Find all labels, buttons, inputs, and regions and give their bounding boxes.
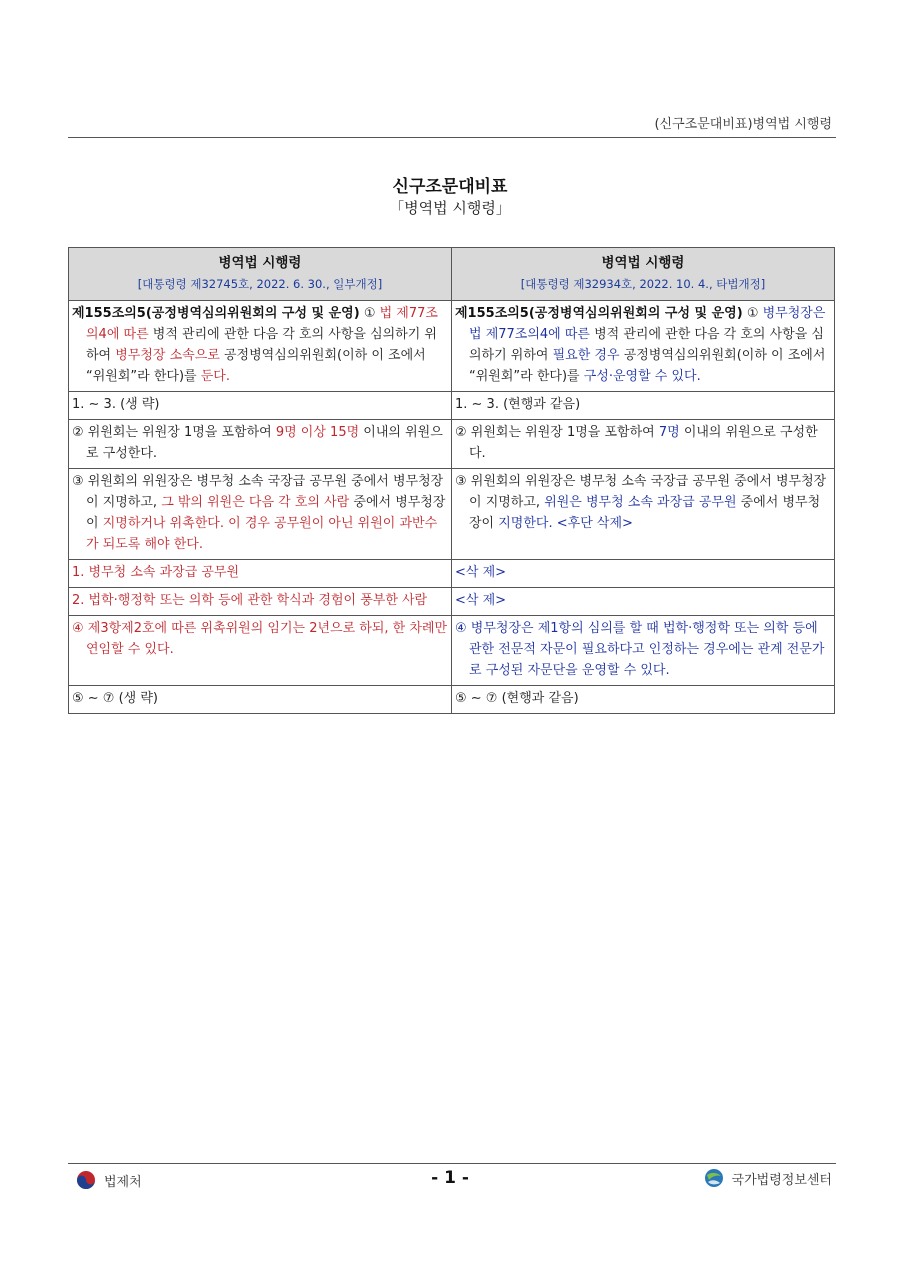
text-segment: ⑤ ∼ ⑦ (현행과 같음) <box>455 691 579 706</box>
left-header-version: [대통령령 제32745호, 2022. 6. 30., 일부개정] <box>137 277 383 291</box>
right-cell-text <box>455 618 831 681</box>
text-segment: 이내의 위원으로 구성한다. <box>469 425 818 461</box>
header-divider <box>68 137 836 138</box>
right-cell-text <box>455 394 831 415</box>
left-cell <box>69 301 452 392</box>
left-cell-text <box>72 688 448 709</box>
left-cell-text <box>72 303 448 387</box>
text-segment: 1. ∼ 3. (생 략) <box>72 397 160 412</box>
text-segment: 공정병역심의위원회(이하 이 조에서 “위원회”라 한다)를 <box>469 348 826 384</box>
text-segment: 필요한 경우 <box>552 348 620 363</box>
table-row <box>69 588 835 616</box>
footer-org-left: 법제처 <box>104 1174 142 1190</box>
left-cell <box>69 392 452 420</box>
text-segment: 둔다. <box>200 369 230 384</box>
text-segment: ④ 제3항제2호에 따른 위촉위원의 임기는 2년으로 하되, 한 차례만 연임할 수 있다. <box>72 621 448 657</box>
text-segment: 병적 관리에 관한 다음 각 호의 사항을 심의하기 위하여 <box>469 327 824 363</box>
right-cell-text <box>455 303 831 387</box>
table-row <box>69 560 835 588</box>
text-segment: 1. 병무청 소속 과장급 공무원 <box>72 565 240 580</box>
left-cell <box>69 588 452 616</box>
left-cell <box>69 560 452 588</box>
text-segment: ② 위원회는 위원장 1명을 포함하여 <box>455 425 659 440</box>
page-number: - 1 - <box>431 1168 469 1188</box>
page-title: 신구조문대비표 <box>392 177 508 197</box>
left-cell <box>69 420 452 469</box>
text-segment: ⑤ ∼ ⑦ (생 략) <box>72 691 158 706</box>
right-cell <box>452 301 835 392</box>
right-cell-text <box>455 562 831 583</box>
table-row <box>69 392 835 420</box>
text-segment: 위원은 병무청 소속 과장급 공무원 <box>544 495 737 510</box>
right-cell-text <box>455 471 831 534</box>
footer-divider <box>68 1163 836 1164</box>
text-segment: 법 제77조의4에 따른 <box>86 306 438 342</box>
text-segment: 2. 법학·행정학 또는 의학 등에 관한 학식과 경험이 풍부한 사람 <box>72 593 428 608</box>
table-row <box>69 686 835 714</box>
left-cell-text <box>72 422 448 464</box>
right-header-title: 병역법 시행령 <box>601 255 685 271</box>
comparison-table <box>68 247 835 714</box>
right-header-version: [대통령령 제32934호, 2022. 10. 4., 타법개정] <box>520 277 766 291</box>
right-cell <box>452 686 835 714</box>
page-subtitle: 「병역법 시행령」 <box>389 199 511 217</box>
left-cell <box>69 616 452 686</box>
text-segment: 병무청장은 법 제77조의4에 따른 <box>469 306 826 342</box>
table-row <box>69 420 835 469</box>
right-cell <box>452 588 835 616</box>
text-segment: 제155조의5(공정병역심의위원회의 구성 및 운영) <box>455 306 743 321</box>
text-segment: 지명한다. <후단 삭제> <box>498 516 633 531</box>
text-segment: 1. ∼ 3. (현행과 같음) <box>455 397 581 412</box>
right-cell <box>452 469 835 560</box>
left-cell-text <box>72 590 448 611</box>
right-cell-text <box>455 688 831 709</box>
text-segment: 공정병역심의위원회(이하 이 조에서 “위원회”라 한다)를 <box>86 348 426 384</box>
document-label: (신구조문대비표)병역법 시행령 <box>654 117 832 132</box>
text-segment: ① <box>359 306 380 321</box>
left-cell <box>69 686 452 714</box>
text-segment: 병적 관리에 관한 다음 각 호의 사항을 심의하기 위하여 <box>86 327 437 363</box>
left-cell-text <box>72 618 448 660</box>
text-segment: ② 위원회는 위원장 1명을 포함하여 <box>72 425 276 440</box>
text-segment: ③ 위원회의 위원장은 병무청 소속 국장급 공무원 중에서 병무청장이 지명하고, <box>72 474 444 510</box>
left-cell-text <box>72 394 448 415</box>
footer-right <box>704 1168 832 1188</box>
text-segment: 중에서 병무청장이 <box>469 495 821 531</box>
text-segment: 지명하거나 위촉한다. 이 경우 공무원이 아닌 위원이 과반수가 되도록 해야 한다. <box>86 516 438 552</box>
right-column-header <box>452 248 835 301</box>
text-segment: 구성·운영할 수 있다. <box>583 369 701 384</box>
text-segment: <삭 제> <box>455 593 507 608</box>
left-header-title: 병역법 시행령 <box>218 255 302 271</box>
table-row <box>69 301 835 392</box>
table-row <box>69 469 835 560</box>
right-cell <box>452 392 835 420</box>
text-segment: 9명 이상 15명 <box>275 425 360 440</box>
text-segment: ④ 병무청장은 제1항의 심의를 할 때 법학·행정학 또는 의학 등에 관한 전문적 자문이 필요하다고 인정하는 경우에는 관계 전문가로 구성된 자문단을 운영할 수 있다. <box>455 621 825 678</box>
text-segment: 중에서 병무청장이 <box>86 495 446 531</box>
text-segment: 제155조의5(공정병역심의위원회의 구성 및 운영) <box>72 306 360 321</box>
text-segment: 7명 <box>658 425 680 440</box>
left-column-header <box>69 248 452 301</box>
text-segment: 이내의 위원으로 구성한다. <box>86 425 443 461</box>
table-row <box>69 616 835 686</box>
left-cell <box>69 469 452 560</box>
globe-logo-icon <box>704 1168 724 1188</box>
right-cell-text <box>455 590 831 611</box>
right-cell <box>452 616 835 686</box>
right-cell <box>452 420 835 469</box>
right-cell <box>452 560 835 588</box>
footer-org-right: 국가법령정보센터 <box>731 1172 832 1188</box>
text-segment: <삭 제> <box>455 565 507 580</box>
left-cell-text <box>72 471 448 555</box>
text-segment: 그 밖의 위원은 다음 각 호의 사람 <box>161 495 350 510</box>
left-cell-text <box>72 562 448 583</box>
text-segment: ① <box>742 306 763 321</box>
right-cell-text <box>455 422 831 464</box>
text-segment: 병무청장 소속으로 <box>115 348 220 363</box>
text-segment: ③ 위원회의 위원장은 병무청 소속 국장급 공무원 중에서 병무청장이 지명하고, <box>455 474 827 510</box>
